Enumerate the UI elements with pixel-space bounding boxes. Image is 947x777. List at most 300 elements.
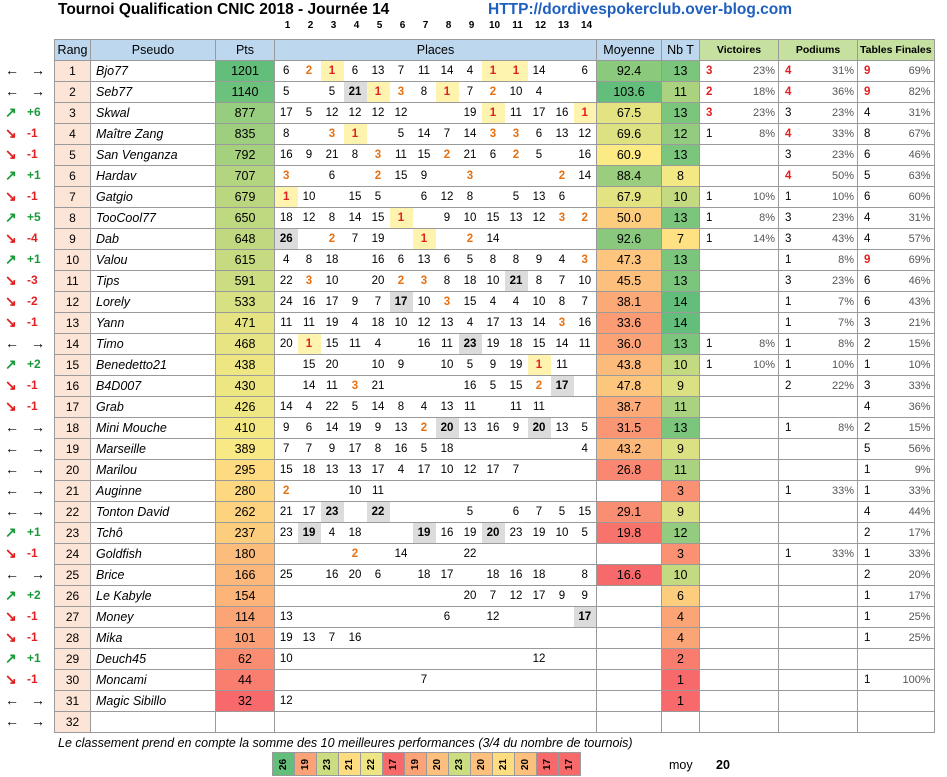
place-cell: 1 (367, 82, 390, 103)
tournament-number: 1 (284, 20, 291, 31)
podiums-percent: 7% (817, 292, 858, 313)
table-row (55, 376, 935, 397)
place-cell (528, 544, 551, 565)
place-cell (551, 649, 574, 670)
place-cell: 11 (528, 397, 551, 418)
place-cell: 14 (344, 208, 367, 229)
place-cell: 17 (574, 607, 597, 628)
place-cell (505, 481, 528, 502)
podiums-count: 3 (779, 145, 817, 166)
points-cell: 180 (216, 544, 275, 565)
final-tables-count: 6 (858, 271, 891, 292)
victories-percent: 8% (738, 334, 779, 355)
left-arrow-icon: ← (5, 335, 19, 351)
rank-cell: 26 (55, 586, 91, 607)
podiums-percent (817, 439, 858, 460)
final-tables-percent: 21% (890, 313, 934, 334)
final-tables-count: 1 (858, 544, 891, 565)
place-cell (390, 334, 413, 355)
tournament-count-cell: 8 (662, 166, 700, 187)
place-cell: 13 (505, 313, 528, 334)
table-row (55, 145, 935, 166)
participant-count: 20 (476, 758, 487, 770)
up-arrow-icon: ↗ (5, 650, 17, 666)
final-tables-count: 4 (858, 103, 891, 124)
victories-count (700, 523, 738, 544)
table-row (55, 208, 935, 229)
place-cell: 6 (413, 187, 436, 208)
table-row (55, 103, 935, 124)
table-row (55, 334, 935, 355)
victories-count (700, 649, 738, 670)
place-cell: 10 (574, 271, 597, 292)
place-cell: 6 (505, 502, 528, 523)
place-cell (413, 502, 436, 523)
final-tables-count: 2 (858, 418, 891, 439)
rank-cell: 16 (55, 376, 91, 397)
victories-percent (738, 292, 779, 313)
table-row (55, 712, 935, 733)
place-cell: 1 (344, 124, 367, 145)
right-arrow-icon: → (31, 503, 45, 519)
final-tables-percent: 15% (890, 334, 934, 355)
average-cell (597, 691, 662, 712)
victories-count (700, 712, 738, 733)
player-name: Auginne (91, 481, 216, 502)
place-cell: 4 (321, 523, 344, 544)
place-cell: 4 (367, 334, 390, 355)
rank-cell: 19 (55, 439, 91, 460)
place-cell: 5 (459, 502, 482, 523)
tournament-count-cell: 3 (662, 481, 700, 502)
place-cell: 19 (344, 418, 367, 439)
header-tables-finales: Tables Finales (858, 40, 935, 61)
average-cell: 103.6 (597, 82, 662, 103)
place-cell: 11 (275, 313, 298, 334)
rank-cell: 22 (55, 502, 91, 523)
place-cell: 13 (390, 418, 413, 439)
place-cell (551, 229, 574, 250)
rank-delta: +5 (27, 210, 41, 224)
place-cell: 5 (298, 103, 321, 124)
victories-percent (738, 145, 779, 166)
place-cell (551, 481, 574, 502)
place-cell: 19 (459, 103, 482, 124)
place-cell: 5 (574, 418, 597, 439)
place-cell: 17 (413, 460, 436, 481)
tournament-count-cell: 10 (662, 355, 700, 376)
final-tables-percent: 9% (890, 460, 934, 481)
place-cell (413, 481, 436, 502)
podiums-count: 4 (779, 166, 817, 187)
participant-count-cell (360, 752, 383, 776)
place-cell: 6 (390, 250, 413, 271)
points-cell: 62 (216, 649, 275, 670)
up-arrow-icon: ↗ (5, 209, 17, 225)
points-cell: 648 (216, 229, 275, 250)
place-cell: 18 (321, 250, 344, 271)
place-cell: 26 (275, 229, 298, 250)
victories-percent (738, 523, 779, 544)
tournament-number: 7 (422, 20, 429, 31)
place-cell (390, 502, 413, 523)
place-cell (551, 565, 574, 586)
victories-percent (738, 250, 779, 271)
place-cell (367, 544, 390, 565)
place-cell (459, 628, 482, 649)
place-cell: 11 (367, 481, 390, 502)
place-cell (482, 439, 505, 460)
place-cell: 20 (528, 418, 551, 439)
place-cell: 22 (459, 544, 482, 565)
podiums-percent: 7% (817, 313, 858, 334)
victories-count (700, 145, 738, 166)
average-cell (597, 628, 662, 649)
podiums-count (779, 565, 817, 586)
tournament-participant-counts (273, 752, 581, 776)
place-cell: 8 (275, 124, 298, 145)
place-cell: 2 (321, 229, 344, 250)
place-cell (298, 565, 321, 586)
place-cell: 2 (436, 145, 459, 166)
header-victoires: Victoires (700, 40, 779, 61)
tournament-count-cell: 10 (662, 565, 700, 586)
participant-count-cell (492, 752, 515, 776)
trend-indicator (0, 270, 52, 291)
header-pseudo: Pseudo (91, 40, 216, 61)
podiums-count: 3 (779, 208, 817, 229)
place-cell: 23 (459, 334, 482, 355)
rank-cell: 4 (55, 124, 91, 145)
place-cell: 14 (528, 313, 551, 334)
place-cell: 16 (413, 334, 436, 355)
place-cell: 9 (298, 145, 321, 166)
victories-percent (738, 670, 779, 691)
place-cell: 8 (413, 82, 436, 103)
place-cell: 7 (367, 292, 390, 313)
place-cell (436, 586, 459, 607)
podiums-count (779, 586, 817, 607)
podiums-percent (817, 607, 858, 628)
podiums-percent (817, 586, 858, 607)
rank-cell: 32 (55, 712, 91, 733)
points-cell: 114 (216, 607, 275, 628)
place-cell: 1 (275, 187, 298, 208)
victories-count (700, 292, 738, 313)
place-cell (551, 61, 574, 82)
rank-cell: 14 (55, 334, 91, 355)
place-cell: 12 (436, 187, 459, 208)
place-cell (482, 397, 505, 418)
final-tables-percent: 25% (890, 628, 934, 649)
place-cell: 17 (528, 103, 551, 124)
left-arrow-icon: ← (5, 62, 19, 78)
average-cell (597, 670, 662, 691)
victories-percent (738, 502, 779, 523)
rank-delta: -1 (27, 315, 38, 329)
place-cell: 13 (321, 460, 344, 481)
tournament-count-cell: 4 (662, 628, 700, 649)
table-row (55, 229, 935, 250)
participant-count-cell (272, 752, 295, 776)
final-tables-percent: 46% (890, 271, 934, 292)
participant-count: 19 (410, 758, 421, 770)
place-cell (321, 187, 344, 208)
victories-count: 3 (700, 61, 738, 82)
final-tables-count: 1 (858, 460, 891, 481)
place-cell: 5 (551, 502, 574, 523)
place-cell: 1 (505, 61, 528, 82)
place-cell: 1 (528, 355, 551, 376)
participant-count: 20 (520, 758, 531, 770)
place-cell (367, 649, 390, 670)
tournament-count-cell: 11 (662, 397, 700, 418)
right-arrow-icon: → (31, 440, 45, 456)
place-cell (551, 439, 574, 460)
final-tables-count: 1 (858, 607, 891, 628)
right-arrow-icon: → (31, 692, 45, 708)
place-cell: 11 (321, 376, 344, 397)
place-cell (344, 607, 367, 628)
final-tables-count: 4 (858, 502, 891, 523)
place-cell: 14 (413, 124, 436, 145)
rank-cell: 30 (55, 670, 91, 691)
victories-count (700, 691, 738, 712)
right-arrow-icon: → (31, 335, 45, 351)
down-arrow-icon: ↘ (5, 125, 17, 141)
tournament-count-cell: 1 (662, 670, 700, 691)
place-cell (413, 691, 436, 712)
table-row (55, 397, 935, 418)
rank-delta: +1 (27, 168, 41, 182)
place-cell: 7 (298, 439, 321, 460)
place-cell (321, 670, 344, 691)
place-cell (551, 628, 574, 649)
victories-count (700, 670, 738, 691)
rank-cell: 7 (55, 187, 91, 208)
victories-percent (738, 460, 779, 481)
trend-indicator (0, 375, 52, 396)
podiums-count (779, 670, 817, 691)
victories-percent (738, 439, 779, 460)
table-row (55, 649, 935, 670)
place-cell (551, 544, 574, 565)
place-cell (413, 208, 436, 229)
place-cell: 23 (275, 523, 298, 544)
victories-count: 1 (700, 208, 738, 229)
place-cell: 12 (275, 691, 298, 712)
podiums-percent (817, 460, 858, 481)
place-cell: 16 (298, 292, 321, 313)
victories-count (700, 376, 738, 397)
place-cell: 5 (390, 124, 413, 145)
place-cell: 1 (321, 61, 344, 82)
final-tables-count: 9 (858, 61, 891, 82)
tournament-number: 3 (330, 20, 337, 31)
place-cell: 14 (436, 61, 459, 82)
place-cell: 10 (459, 208, 482, 229)
place-cell: 17 (390, 292, 413, 313)
points-cell: 295 (216, 460, 275, 481)
participant-count: 19 (300, 758, 311, 770)
table-row (55, 544, 935, 565)
final-tables-percent: 63% (890, 166, 934, 187)
place-cell (298, 691, 321, 712)
place-cell: 11 (390, 145, 413, 166)
place-cell (321, 607, 344, 628)
place-cell: 10 (390, 313, 413, 334)
place-cell: 2 (390, 271, 413, 292)
final-tables-percent: 67% (890, 124, 934, 145)
points-cell: 615 (216, 250, 275, 271)
place-cell (505, 691, 528, 712)
participant-count-cell (404, 752, 427, 776)
place-cell: 11 (505, 397, 528, 418)
place-cell: 12 (367, 103, 390, 124)
place-cell: 12 (574, 124, 597, 145)
participant-count: 23 (454, 758, 465, 770)
place-cell (390, 712, 413, 733)
final-tables-percent: 57% (890, 229, 934, 250)
victories-count (700, 313, 738, 334)
place-cell: 13 (436, 313, 459, 334)
place-cell: 22 (321, 397, 344, 418)
place-cell (344, 586, 367, 607)
podiums-count: 4 (779, 61, 817, 82)
average-cell (597, 712, 662, 733)
average-cell (597, 649, 662, 670)
final-tables-count: 1 (858, 628, 891, 649)
trend-indicator (0, 669, 52, 690)
victories-count (700, 565, 738, 586)
place-cell: 5 (459, 355, 482, 376)
place-cell: 5 (321, 82, 344, 103)
victories-count (700, 460, 738, 481)
place-cell: 7 (275, 439, 298, 460)
points-cell: 44 (216, 670, 275, 691)
rank-delta: -1 (27, 546, 38, 560)
place-cell: 1 (482, 103, 505, 124)
place-cell (390, 586, 413, 607)
player-name: Grab (91, 397, 216, 418)
place-cell (367, 607, 390, 628)
tournament-count-cell: 13 (662, 334, 700, 355)
place-cell (390, 670, 413, 691)
place-cell: 3 (459, 166, 482, 187)
trend-indicator (0, 438, 52, 459)
place-cell (482, 544, 505, 565)
place-cell: 15 (321, 334, 344, 355)
final-tables-count: 1 (858, 355, 891, 376)
rank-cell: 3 (55, 103, 91, 124)
place-cell: 4 (574, 439, 597, 460)
right-arrow-icon: → (31, 83, 45, 99)
place-cell: 9 (390, 355, 413, 376)
final-tables-percent: 33% (890, 544, 934, 565)
tournament-count-cell: 4 (662, 607, 700, 628)
rank-cell: 10 (55, 250, 91, 271)
trend-indicator (0, 165, 52, 186)
trend-indicator (0, 711, 52, 732)
tournament-count-cell: 10 (662, 187, 700, 208)
victories-percent: 14% (738, 229, 779, 250)
points-cell: 101 (216, 628, 275, 649)
place-cell: 3 (436, 292, 459, 313)
site-url-link[interactable]: HTTP://dordivespokerclub.over-blog.com (488, 1, 793, 18)
podiums-count: 1 (779, 481, 817, 502)
place-cell: 12 (390, 103, 413, 124)
place-cell: 4 (459, 313, 482, 334)
down-arrow-icon: ↘ (5, 398, 17, 414)
place-cell: 18 (344, 523, 367, 544)
place-cell: 10 (413, 292, 436, 313)
final-tables-percent (890, 712, 934, 733)
points-cell: 650 (216, 208, 275, 229)
final-tables-count: 6 (858, 145, 891, 166)
place-cell: 19 (413, 523, 436, 544)
participant-count: 21 (344, 758, 355, 770)
victories-percent (738, 544, 779, 565)
place-cell (321, 649, 344, 670)
place-cell (298, 166, 321, 187)
place-cell (459, 439, 482, 460)
place-cell: 3 (551, 313, 574, 334)
victories-count (700, 502, 738, 523)
place-cell: 8 (390, 397, 413, 418)
final-tables-percent (890, 691, 934, 712)
average-cell: 45.5 (597, 271, 662, 292)
left-arrow-icon: ← (5, 461, 19, 477)
place-cell: 17 (436, 565, 459, 586)
trend-indicator (0, 543, 52, 564)
player-name: Goldfish (91, 544, 216, 565)
rank-cell: 25 (55, 565, 91, 586)
podiums-percent (817, 628, 858, 649)
header-nbt: Nb T (662, 40, 700, 61)
down-arrow-icon: ↘ (5, 314, 17, 330)
place-cell: 17 (321, 292, 344, 313)
victories-count: 1 (700, 124, 738, 145)
place-cell: 9 (321, 439, 344, 460)
place-cell: 10 (344, 481, 367, 502)
left-arrow-icon: ← (5, 83, 19, 99)
average-cell: 69.6 (597, 124, 662, 145)
player-name: Tchô (91, 523, 216, 544)
table-row (55, 460, 935, 481)
victories-percent: 18% (738, 82, 779, 103)
down-arrow-icon: ↘ (5, 671, 17, 687)
place-cell: 20 (459, 586, 482, 607)
tournament-count-cell: 13 (662, 271, 700, 292)
place-cell: 2 (298, 61, 321, 82)
down-arrow-icon: ↘ (5, 608, 17, 624)
final-tables-count: 9 (858, 82, 891, 103)
place-cell: 16 (436, 523, 459, 544)
victories-percent: 23% (738, 61, 779, 82)
rank-cell: 12 (55, 292, 91, 313)
place-cell: 18 (298, 460, 321, 481)
victories-percent: 8% (738, 208, 779, 229)
place-cell (505, 649, 528, 670)
rank-delta: +6 (27, 105, 41, 119)
place-cell: 18 (275, 208, 298, 229)
place-cell: 6 (436, 607, 459, 628)
place-cell: 12 (482, 607, 505, 628)
place-cell: 2 (413, 418, 436, 439)
trend-indicator (0, 333, 52, 354)
victories-count: 1 (700, 355, 738, 376)
footnote: Le classement prend en compte la somme des 10 meilleures performances (3/4 du nombre de tournois) (58, 736, 633, 750)
